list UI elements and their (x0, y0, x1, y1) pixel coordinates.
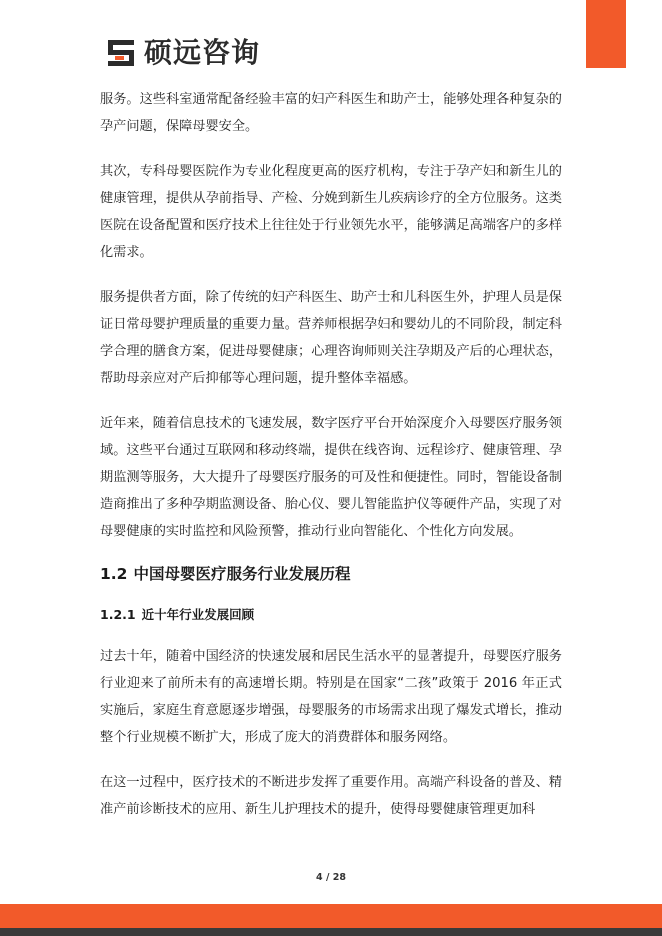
brand-logo (106, 36, 260, 70)
subsection-heading (100, 605, 562, 625)
section-title: 中国母婴医疗服务行业发展历程 (133, 565, 351, 583)
brand-logo-icon (106, 37, 138, 69)
paragraph: 近年来，随着信息技术的飞速发展，数字医疗平台开始深度介入母婴医疗服务领域。这些平台通过互联网和移动终端，提供在线咨询、远程诊疗、健康管理、孕期监测等服务，大大提升了母婴医疗服务的可及性和便捷性。同时，智能设备制造商推出了多种孕期监测设备、胎心仪、婴儿智能监护仪等硬件产品，实现了对母婴健康的实时监控和风险预警，推动行业向智能化、个性化方向发展。 (100, 416, 562, 539)
page-content (100, 86, 562, 841)
subsection-number: 1.2.1 (100, 607, 136, 622)
corner-accent-tab (586, 0, 626, 68)
paragraph: 过去十年，随着中国经济的快速发展和居民生活水平的显著提升，母婴医疗服务行业迎来了前所未有的高速增长期。特别是在国家“二孩”政策于 2016 年正式实施后，家庭生育意愿逐步增强，母婴服务的市场需求出现了爆发式增长，推动整个行业规模不断扩大，形成了庞大的消费群体和服务网络。 (100, 649, 562, 745)
footer-accent-bar (0, 904, 662, 928)
subsection-title: 近十年行业发展回顾 (141, 607, 255, 622)
paragraph: 其次，专科母婴医院作为专业化程度更高的医疗机构，专注于孕产妇和新生儿的健康管理，提供从孕前指导、产检、分娩到新生儿疾病诊疗的全方位服务。这类医院在设备配置和医疗技术上往往处于行业领先水平，能够满足高端客户的多样化需求。 (100, 164, 562, 260)
section-heading (100, 563, 562, 585)
brand-name: 硕远咨询 (144, 36, 261, 69)
page-number: 4 / 28 (316, 872, 346, 883)
section-number: 1.2 (100, 565, 128, 583)
paragraph: 在这一过程中，医疗技术的不断进步发挥了重要作用。高端产科设备的普及、精准产前诊断技术的应用、新生儿护理技术的提升，使得母婴健康管理更加科 (100, 775, 562, 817)
paragraph: 服务。这些科室通常配备经验丰富的妇产科医生和助产士，能够处理各种复杂的孕产问题，保障母婴安全。 (100, 92, 562, 134)
paragraph: 服务提供者方面，除了传统的妇产科医生、助产士和儿科医生外，护理人员是保证日常母婴护理质量的重要力量。营养师根据孕妇和婴幼儿的不同阶段，制定科学合理的膳食方案，促进母婴健康；心理咨询师则关注孕期及产后的心理状态，帮助母亲应对产后抑郁等心理问题，提升整体幸福感。 (100, 290, 562, 386)
footer-dark-strip (0, 928, 662, 936)
